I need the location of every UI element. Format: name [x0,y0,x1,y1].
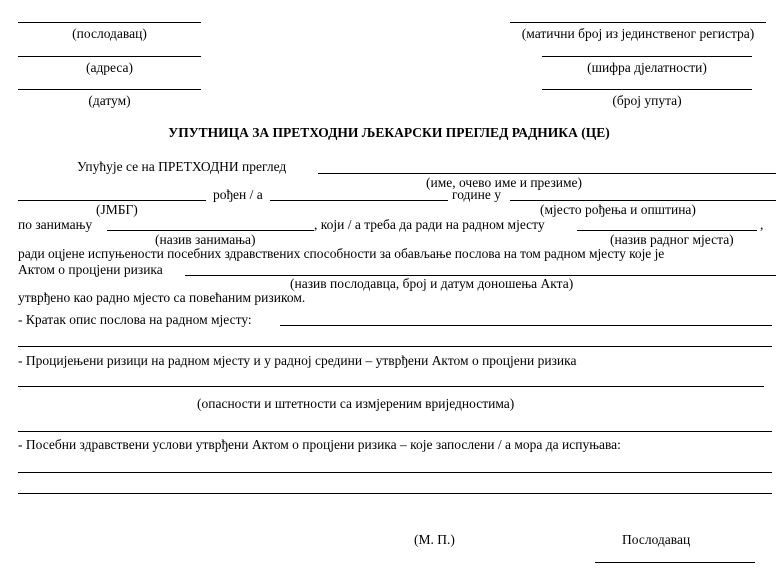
birthplace-caption: (мјесто рођења и општина) [540,202,696,217]
risks-label: - Процијењени ризици на радном мјесту и у радној средини – утврђени Актом о процјени ризика [18,353,577,368]
referral-number-caption: (број упута) [612,93,682,108]
occupation-text: по занимању [18,217,93,232]
birthplace-line [510,200,776,201]
assessment-text: ради оцјене испуњености посебних здравствених способности за обављање послова на том радном мјесту које је [18,246,665,261]
birth-date-line [270,200,448,201]
jmbg-line [18,200,206,201]
works-at-text: , који / а треба да ради на радном мјесту [314,217,545,232]
activity-caption: (шифра дјелатности) [587,60,707,75]
registry-caption: (матични број из јединственог регистра) [521,26,755,41]
name-line [318,173,776,174]
increased-risk-text: утврђено као радно мјесто са повећаним ризиком. [18,290,306,305]
conditions-line-2 [18,493,772,494]
born-text: рођен / а [213,187,263,202]
job-description-label: - Кратак опис послова на радном мјесту: [18,312,252,327]
registry-line [510,22,766,23]
jmbg-caption: (ЈМБГ) [96,202,138,217]
conditions-label: - Посебни здравствени услови утврђени Актом о процјени ризика – које запослени / а мора да испуњава: [18,437,621,452]
occupation-caption: (назив занимања) [155,232,256,247]
hazards-caption: (опасности и штетности са измјереним вриједностима) [197,396,515,411]
conditions-line-1 [18,472,772,473]
hazards-line [18,431,772,432]
employer-signature-label: Послодавац [622,532,691,547]
year-text: године у [452,187,501,202]
document-title: УПУТНИЦА ЗА ПРЕТХОДНИ ЉЕКАРСКИ ПРЕГЛЕД РАДНИКА (ЦЕ) [168,125,610,140]
refers-text: Упућује се на ПРЕТХОДНИ преглед [77,159,287,174]
referral-number-line [542,89,752,90]
name-caption: (име, очево име и презиме) [426,175,583,190]
job-description-line-2 [18,346,772,347]
address-line [18,56,201,57]
risks-line [18,386,764,387]
address-caption: (адреса) [85,60,134,75]
employer-line [18,22,201,23]
date-line [18,89,201,90]
act-caption: (назив послодавца, број и датум доношења Акта) [290,276,574,291]
workplace-line [577,230,757,231]
employer-signature-line [595,562,755,563]
stamp-placeholder: (М. П.) [414,532,455,547]
activity-line [542,56,752,57]
comma-text: , [760,217,764,232]
job-description-line-1 [280,325,772,326]
act-text: Актом о процјени ризика [18,262,163,277]
date-caption: (датум) [88,93,131,108]
occupation-line [107,230,314,231]
workplace-caption: (назив радног мјеста) [610,232,734,247]
employer-caption: (послодавац) [72,26,147,41]
